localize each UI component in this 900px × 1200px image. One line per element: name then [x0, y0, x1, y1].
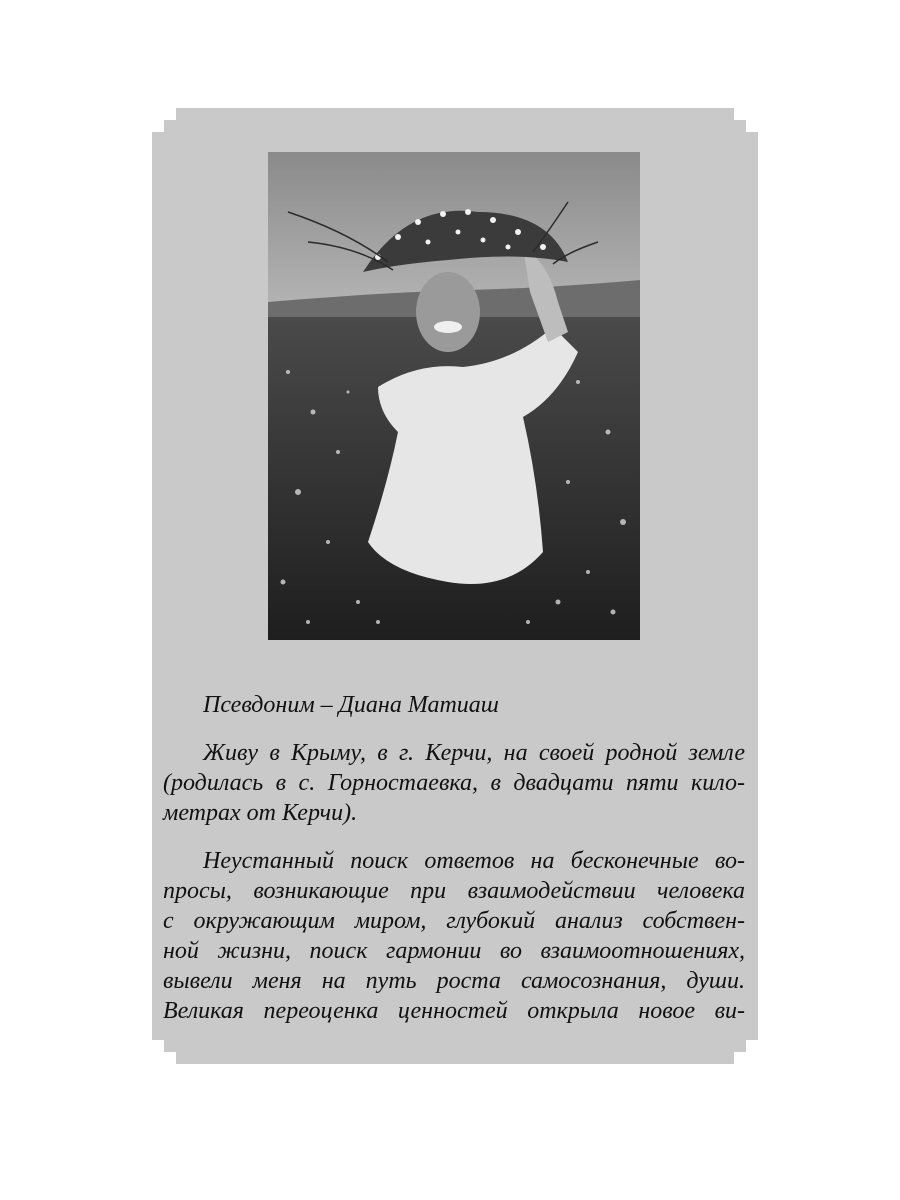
portrait-photo-icon — [268, 152, 640, 640]
pseudonym-paragraph — [163, 690, 745, 720]
paragraph-line: ной жизни, поиск гармонии во взаимоотношениях, — [163, 938, 745, 964]
search-paragraph — [163, 846, 745, 1026]
paragraph-line: Великая переоценка ценностей открыла новое ви- — [163, 998, 745, 1024]
author-bio — [163, 690, 745, 1044]
author-photo — [268, 152, 640, 640]
paragraph-line: метрах от Керчи). — [163, 800, 358, 826]
residence-paragraph — [163, 738, 745, 828]
paragraph-line: вывели меня на путь роста самосознания, души. — [163, 968, 745, 994]
paragraph-line: просы, возникающие при взаимодействии человека — [163, 878, 745, 904]
paragraph-line: Неустанный поиск ответов на бесконечные во- — [203, 848, 745, 874]
paragraph-line: Живу в Крыму, в г. Керчи, на своей родной земле — [203, 740, 745, 766]
pseudonym-text: Псевдоним – Диана Матиаш — [203, 692, 499, 718]
paragraph-line: (родилась в с. Горностаевка, в двадцати пяти кило- — [163, 770, 745, 796]
paragraph-line: с окружающим миром, глубокий анализ собствен- — [163, 908, 745, 934]
